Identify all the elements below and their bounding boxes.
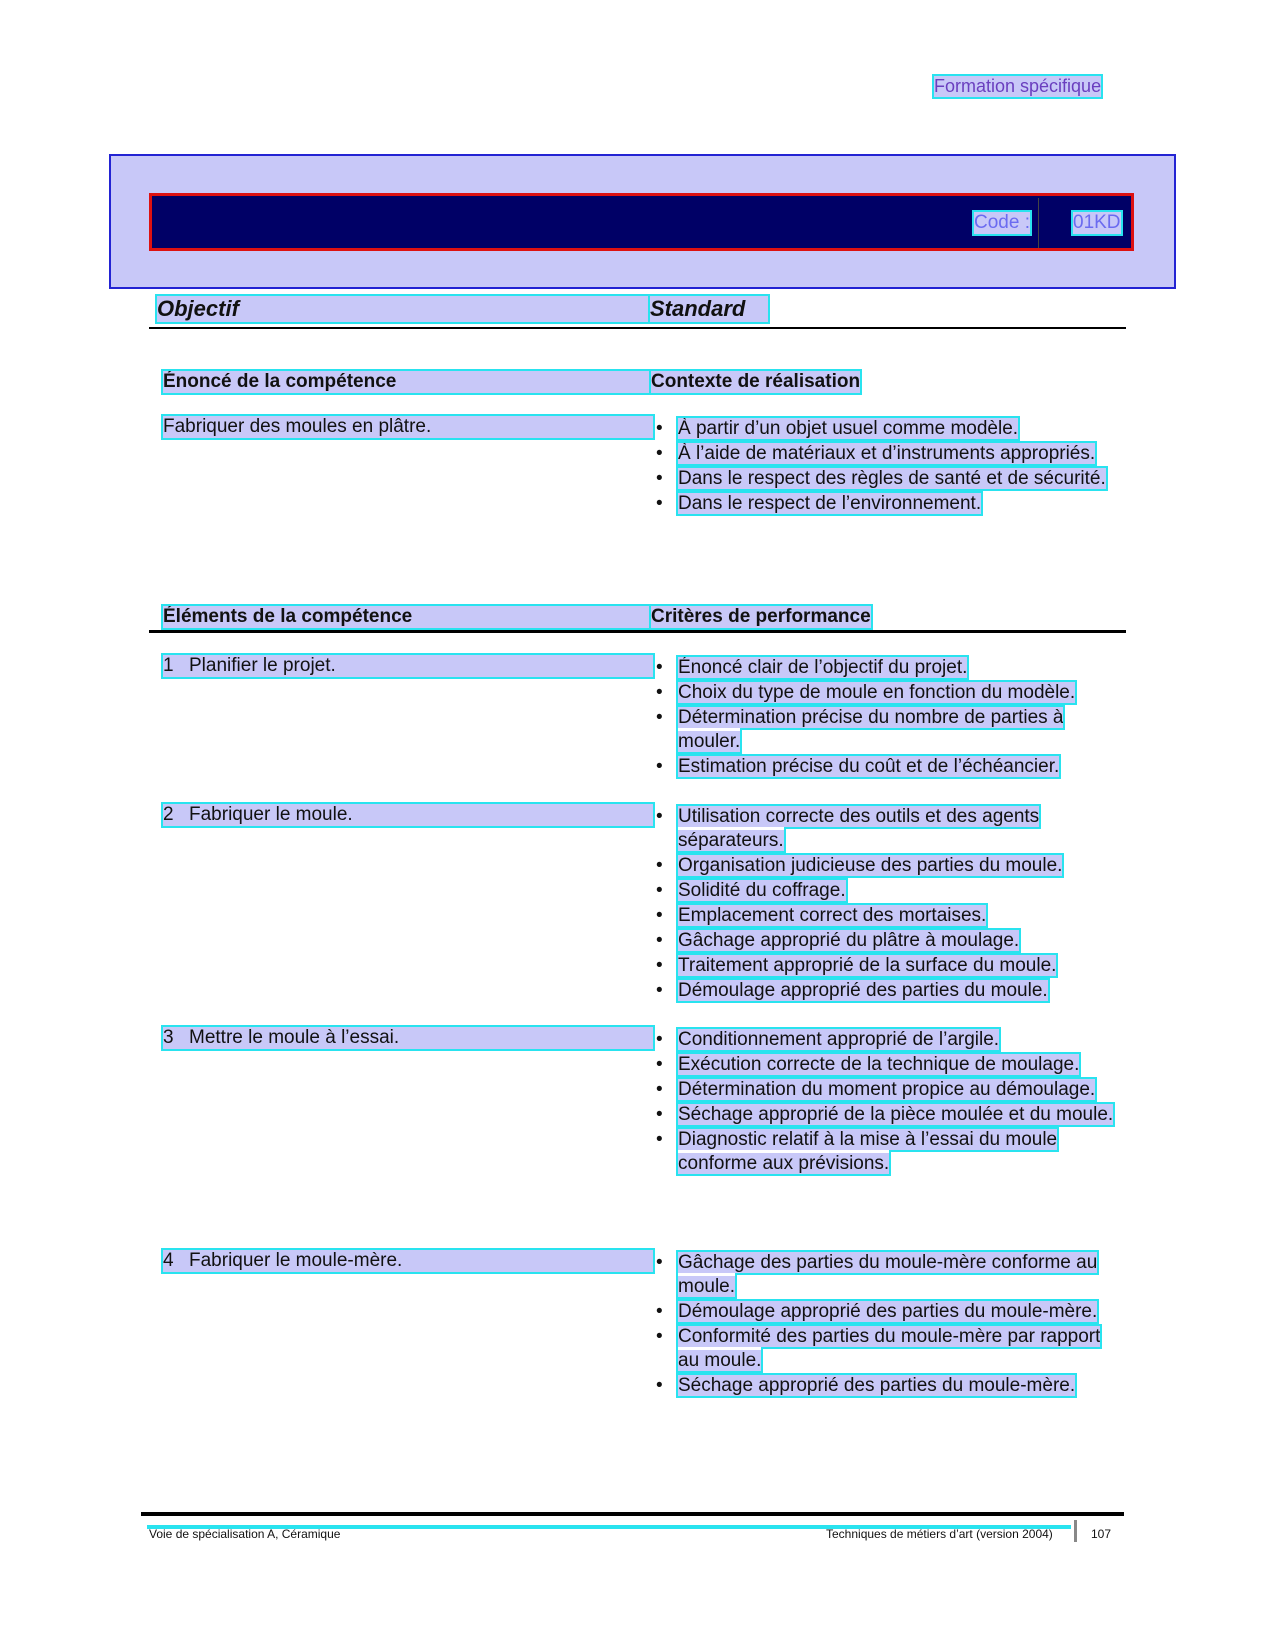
criteria-item: • Diagnostic relatif à la mise à l’essai du moule conforme aux prévisions. — [656, 1128, 1116, 1176]
criteria-list — [656, 805, 1116, 1004]
competence-statement: Fabriquer des moules en plâtre. — [163, 416, 653, 438]
criteria-item: • Détermination précise du nombre de parties à mouler. — [656, 706, 1116, 754]
page-number: 107 — [1091, 1527, 1112, 1541]
context-item: • À partir d’un objet usuel comme modèle. — [656, 417, 1116, 441]
criteria-list — [656, 656, 1116, 780]
element-row — [163, 1250, 653, 1272]
criteria-item: • Gâchage des parties du moule-mère conforme au moule. — [656, 1251, 1116, 1299]
criteria-item: • Séchage approprié de la pièce moulée et du moule. — [656, 1103, 1116, 1127]
objective-heading: Objectif — [157, 296, 649, 322]
element-label: Fabriquer le moule. — [189, 804, 353, 825]
standard-heading: Standard — [650, 296, 768, 322]
element-number: 3 — [163, 1027, 174, 1048]
criteria-item: • Utilisation correcte des outils et des agents séparateurs. — [656, 805, 1116, 853]
criteria-item: • Gâchage approprié du plâtre à moulage. — [656, 929, 1116, 953]
element-row — [163, 655, 653, 677]
criteria-item: • Choix du type de moule en fonction du modèle. — [656, 681, 1116, 705]
context-list — [656, 417, 1116, 517]
footer-right: Techniques de métiers d’art (version 2004) — [826, 1527, 1053, 1541]
element-number: 1 — [163, 655, 174, 676]
context-item: • Dans le respect de l’environnement. — [656, 492, 1116, 516]
criteria-item: • Démoulage approprié des parties du moule. — [656, 979, 1116, 1003]
footer-left: Voie de spécialisation A, Céramique — [149, 1527, 341, 1541]
criteria-item: • Détermination du moment propice au démoulage. — [656, 1078, 1116, 1102]
element-label: Planifier le projet. — [189, 655, 336, 676]
element-label: Mettre le moule à l’essai. — [189, 1027, 400, 1048]
criteria-item: • Démoulage approprié des parties du moule-mère. — [656, 1300, 1116, 1324]
header-section-title: Formation spécifique — [934, 76, 1102, 96]
code-label: Code : — [974, 212, 1030, 233]
criteria-item: • Solidité du coffrage. — [656, 879, 1116, 903]
elements-rule — [149, 630, 1126, 633]
elements-heading: Éléments de la compétence — [163, 606, 649, 628]
context-item: • À l’aide de matériaux et d’instruments appropriés. — [656, 442, 1116, 466]
criteria-item: • Conformité des parties du moule-mère par rapport au moule. — [656, 1325, 1116, 1373]
criteria-item: • Énoncé clair de l’objectif du projet. — [656, 656, 1116, 680]
criteria-item: • Conditionnement approprié de l’argile. — [656, 1028, 1116, 1052]
criteria-heading: Critères de performance — [651, 606, 871, 627]
footer-divider — [1074, 1520, 1077, 1542]
code-value: 01KD — [1073, 212, 1121, 233]
context-item: • Dans le respect des règles de santé et de sécurité. — [656, 467, 1116, 491]
criteria-list — [656, 1251, 1116, 1399]
criteria-item: • Séchage approprié des parties du moule-mère. — [656, 1374, 1116, 1398]
criteria-item: • Estimation précise du coût et de l’échéancier. — [656, 755, 1116, 779]
criteria-item: • Emplacement correct des mortaises. — [656, 904, 1116, 928]
element-row — [163, 804, 653, 826]
criteria-list — [656, 1028, 1116, 1177]
element-label: Fabriquer le moule-mère. — [189, 1250, 403, 1271]
element-number: 2 — [163, 804, 174, 825]
element-row — [163, 1027, 653, 1049]
element-number: 4 — [163, 1250, 174, 1271]
criteria-item: • Traitement approprié de la surface du moule. — [656, 954, 1116, 978]
criteria-item: • Exécution correcte de la technique de moulage. — [656, 1053, 1116, 1077]
footer-rule — [141, 1512, 1124, 1516]
context-heading: Contexte de réalisation — [651, 371, 861, 392]
statement-heading: Énoncé de la compétence — [163, 371, 649, 393]
objective-rule — [149, 327, 1126, 329]
criteria-item: • Organisation judicieuse des parties du moule. — [656, 854, 1116, 878]
code-divider — [1038, 198, 1039, 248]
